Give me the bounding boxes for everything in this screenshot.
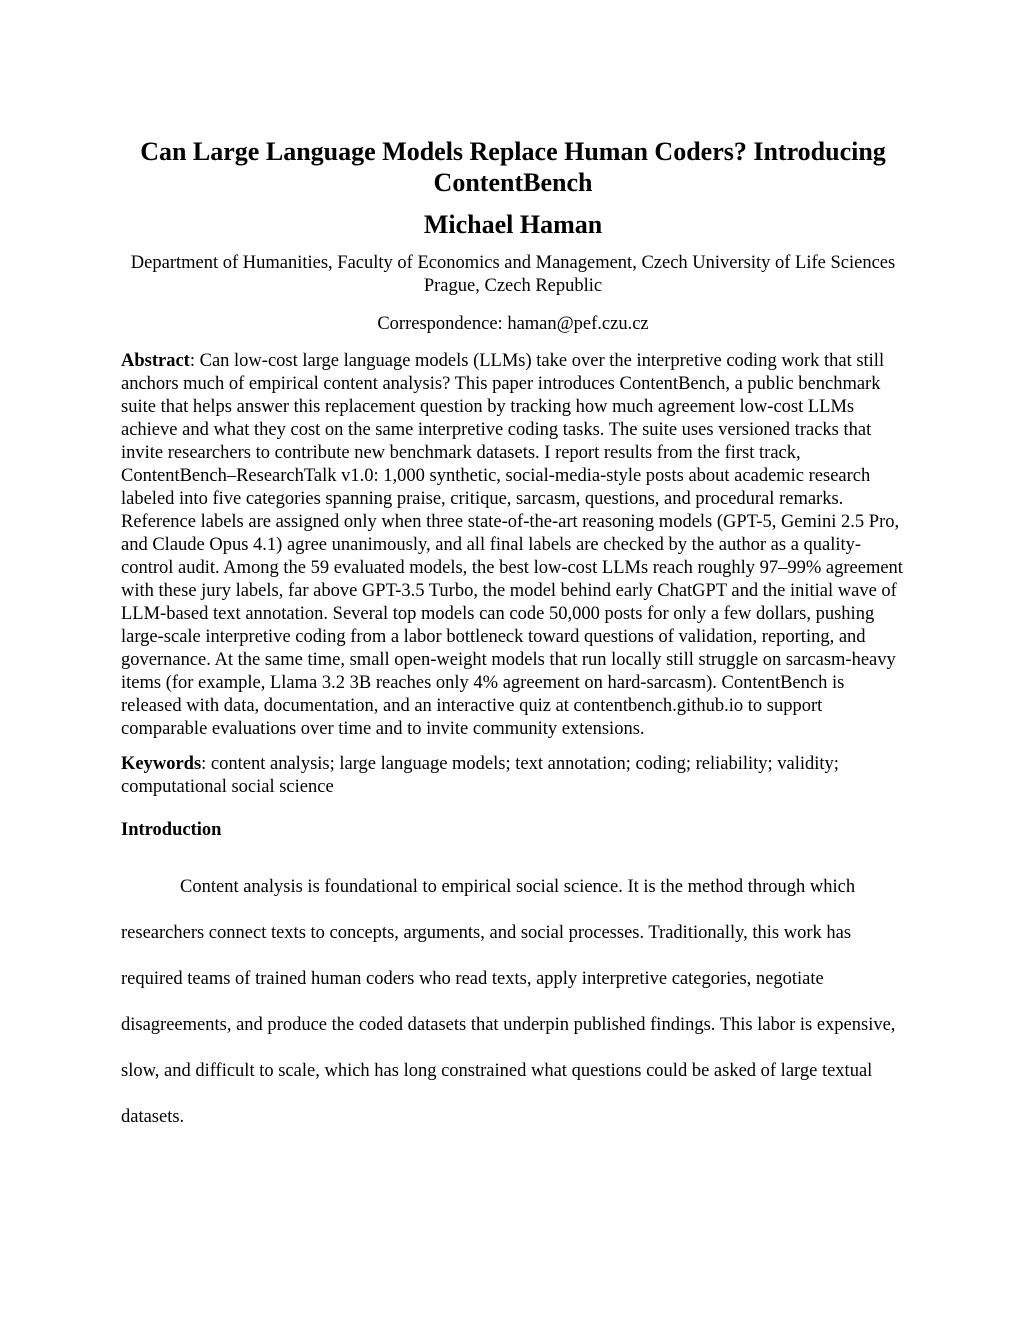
keywords-paragraph	[121, 753, 905, 799]
keywords-text: : content analysis; large language models; text annotation; coding; reliability; validity; computational social science	[121, 754, 839, 797]
abstract-text: : Can low-cost large language models (LLMs) take over the interpretive coding work that still anchors much of empirical content analysis? This paper introduces ContentBench, a public benchmark suite that helps answer this replacement question by tracking how much agreement low-cost LLMs achieve and what they cost on the same interpretive coding tasks. The suite uses versioned tracks that invite researchers to contribute new benchmark datasets. I report results from the first track, ContentBench–ResearchTalk v1.0: 1,000 synthetic, social-media-style posts about academic research labeled into five categories spanning praise, critique, sarcasm, questions, and procedural remarks. Reference labels are assigned only when three state-of-the-art reasoning models (GPT-5, Gemini 2.5 Pro, and Claude Opus 4.1) agree unanimously, and all final labels are checked by the author as a quality-control audit. Among the 59 evaluated models, the best low-cost LLMs reach roughly 97–99% agreement with these jury labels, far above GPT-3.5 Turbo, the model behind early ChatGPT and the initial wave of LLM-based text annotation. Several top models can code 50,000 posts for only a few dollars, pushing large-scale interpretive coding from a labor bottleneck toward questions of validation, reporting, and governance. At the same time, small open-weight models that run locally still struggle on sarcasm-heavy items (for example, Llama 3.2 3B reaches only 4% agreement on hard-sarcasm). ContentBench is released with data, documentation, and an interactive quiz at contentbench.github.io to support comparable evaluations over time and to invite community extensions.	[121, 351, 903, 739]
author-name: Michael Haman	[423, 210, 603, 239]
abstract-paragraph	[121, 350, 905, 741]
paper-title: Can Large Language Models Replace Human Coders? Introducing ContentBench	[140, 137, 886, 197]
abstract-label: Abstract	[121, 351, 190, 371]
correspondence-line: Correspondence: haman@pef.czu.cz	[377, 314, 649, 334]
introduction-heading: Introduction	[121, 820, 222, 840]
author-affiliation: Department of Humanities, Faculty of Economics and Management, Czech University of Life Sciences Prague, Czech Republic	[130, 253, 896, 296]
paper-content	[121, 136, 905, 1140]
introduction-paragraph: Content analysis is foundational to empirical social science. It is the method through which researchers connect texts to concepts, arguments, and social processes. Traditionally, this work has required teams of trained human coders who read texts, apply interpretive categories, negotiate disagreements, and produce the coded datasets that underpin published findings. This labor is expensive, slow, and difficult to scale, which has long constrained what questions could be asked of large textual datasets.	[121, 877, 896, 1127]
keywords-label: Keywords	[121, 754, 202, 774]
